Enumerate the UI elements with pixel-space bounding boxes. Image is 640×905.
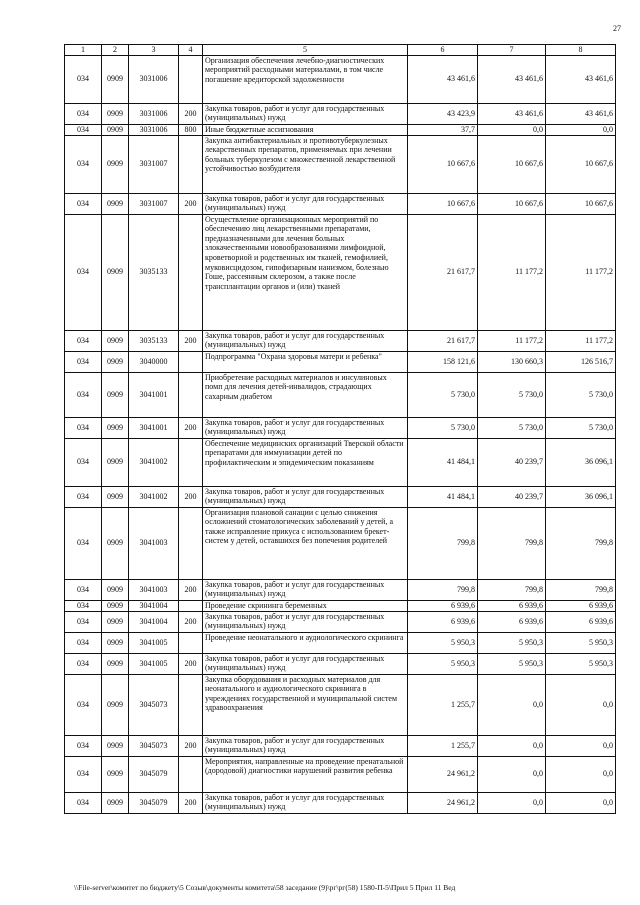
cell-description: Закупка товаров, работ и услуг для государственных (муниципальных) нужд [203,653,408,674]
cell-section-code: 0909 [102,214,129,330]
cell-target-code: 3041004 [129,600,179,611]
cell-expense-type: 200 [179,486,203,507]
cell-section-code: 0909 [102,756,129,792]
cell-target-code: 3041002 [129,438,179,486]
cell-section-code: 0909 [102,372,129,417]
cell-target-code: 3031007 [129,193,179,214]
cell-description: Закупка товаров, работ и услуг для государственных (муниципальных) нужд [203,579,408,600]
cell-amount-col6: 5 730,0 [408,372,478,417]
cell-ministry-code: 034 [65,103,102,124]
cell-ministry-code: 034 [65,486,102,507]
cell-ministry-code: 034 [65,214,102,330]
cell-ministry-code: 034 [65,55,102,103]
cell-description: Закупка товаров, работ и услуг для государственных (муниципальных) нужд [203,193,408,214]
cell-amount-col7: 799,8 [478,579,546,600]
cell-expense-type: 200 [179,653,203,674]
table-row [65,193,616,214]
cell-amount-col6: 24 961,2 [408,792,478,813]
cell-expense-type: 200 [179,611,203,632]
table-row [65,579,616,600]
cell-section-code: 0909 [102,438,129,486]
cell-target-code: 3041003 [129,579,179,600]
column-header-2: 2 [102,45,129,56]
cell-description: Закупка товаров, работ и услуг для государственных (муниципальных) нужд [203,103,408,124]
cell-amount-col8: 6 939,6 [546,611,616,632]
cell-amount-col7: 799,8 [478,507,546,579]
cell-expense-type [179,600,203,611]
cell-amount-col6: 6 939,6 [408,611,478,632]
table-row [65,486,616,507]
cell-ministry-code: 034 [65,351,102,372]
cell-description: Подпрограмма "Охрана здоровья матери и ребенка" [203,351,408,372]
cell-section-code: 0909 [102,55,129,103]
cell-target-code: 3041005 [129,653,179,674]
budget-table [64,44,616,814]
cell-description: Приобретение расходных материалов и инсулиновых помп для лечения детей-инвалидов, страдающих сахарным диабетом [203,372,408,417]
cell-section-code: 0909 [102,351,129,372]
cell-amount-col7: 10 667,6 [478,135,546,193]
cell-ministry-code: 034 [65,632,102,653]
cell-amount-col8: 799,8 [546,507,616,579]
cell-amount-col8: 5 950,3 [546,653,616,674]
page-number: 27 [613,24,621,33]
column-header-6: 6 [408,45,478,56]
table-row [65,611,616,632]
cell-expense-type: 200 [179,330,203,351]
cell-expense-type [179,438,203,486]
table-row [65,600,616,611]
cell-target-code: 3035133 [129,330,179,351]
cell-ministry-code: 034 [65,507,102,579]
cell-amount-col8: 11 177,2 [546,330,616,351]
cell-section-code: 0909 [102,330,129,351]
cell-section-code: 0909 [102,103,129,124]
table-row [65,351,616,372]
cell-description: Организация обеспечения лечебно-диагностических мероприятий расходными материалами, в том числе погашение кредиторской задолженности [203,55,408,103]
cell-amount-col6: 6 939,6 [408,600,478,611]
cell-amount-col7: 6 939,6 [478,600,546,611]
cell-section-code: 0909 [102,507,129,579]
cell-section-code: 0909 [102,600,129,611]
table-row [65,417,616,438]
cell-target-code: 3045079 [129,756,179,792]
cell-expense-type [179,507,203,579]
table-row [65,438,616,486]
cell-amount-col8: 5 950,3 [546,632,616,653]
cell-section-code: 0909 [102,632,129,653]
cell-target-code: 3041001 [129,372,179,417]
cell-expense-type: 200 [179,417,203,438]
cell-description: Иные бюджетные ассигнования [203,124,408,135]
cell-description: Проведение скрининга беременных [203,600,408,611]
table-row [65,372,616,417]
cell-amount-col8: 0,0 [546,124,616,135]
cell-target-code: 3041003 [129,507,179,579]
cell-amount-col8: 0,0 [546,674,616,735]
cell-ministry-code: 034 [65,330,102,351]
cell-amount-col7: 40 239,7 [478,438,546,486]
cell-amount-col8: 5 730,0 [546,372,616,417]
cell-expense-type [179,55,203,103]
cell-section-code: 0909 [102,417,129,438]
cell-section-code: 0909 [102,792,129,813]
cell-amount-col7: 5 950,3 [478,653,546,674]
table-row [65,735,616,756]
table-row [65,103,616,124]
cell-amount-col6: 1 255,7 [408,674,478,735]
cell-expense-type: 200 [179,193,203,214]
cell-target-code: 3031007 [129,135,179,193]
table-row [65,653,616,674]
cell-amount-col6: 41 484,1 [408,486,478,507]
column-header-1: 1 [65,45,102,56]
cell-amount-col6: 1 255,7 [408,735,478,756]
cell-amount-col6: 5 950,3 [408,632,478,653]
cell-amount-col7: 43 461,6 [478,103,546,124]
cell-amount-col6: 5 730,0 [408,417,478,438]
cell-amount-col6: 37,7 [408,124,478,135]
cell-amount-col7: 11 177,2 [478,330,546,351]
cell-amount-col7: 0,0 [478,792,546,813]
table-row [65,756,616,792]
cell-amount-col7: 0,0 [478,124,546,135]
cell-amount-col8: 0,0 [546,735,616,756]
cell-section-code: 0909 [102,653,129,674]
cell-ministry-code: 034 [65,135,102,193]
cell-description: Организация плановой санации с целью снижения осложнений стоматологических заболеваний у детей, а также исправление прикуса с использованием брекет-систем у детей, оставшихся без попечения родителей [203,507,408,579]
cell-description: Закупка товаров, работ и услуг для государственных (муниципальных) нужд [203,417,408,438]
cell-amount-col8: 126 516,7 [546,351,616,372]
cell-amount-col8: 10 667,6 [546,193,616,214]
cell-amount-col8: 43 461,6 [546,103,616,124]
table-row [65,632,616,653]
cell-amount-col6: 799,8 [408,579,478,600]
cell-target-code: 3031006 [129,124,179,135]
cell-amount-col8: 799,8 [546,579,616,600]
cell-section-code: 0909 [102,124,129,135]
cell-amount-col6: 21 617,7 [408,214,478,330]
cell-amount-col7: 5 950,3 [478,632,546,653]
cell-description: Закупка антибактериальных и противотуберкулезных лекарственных препаратов, применяемых при лечении больных туберкулезом с множественной лекарственной устойчивостью возбудителя [203,135,408,193]
cell-description: Проведение неонатального и аудиологического скрининга [203,632,408,653]
cell-amount-col6: 158 121,6 [408,351,478,372]
column-header-5: 5 [203,45,408,56]
cell-ministry-code: 034 [65,600,102,611]
cell-amount-col7: 11 177,2 [478,214,546,330]
cell-amount-col7: 130 660,3 [478,351,546,372]
column-header-7: 7 [478,45,546,56]
cell-target-code: 3045079 [129,792,179,813]
cell-amount-col7: 0,0 [478,674,546,735]
cell-expense-type: 200 [179,579,203,600]
cell-expense-type [179,214,203,330]
cell-target-code: 3041002 [129,486,179,507]
cell-amount-col6: 5 950,3 [408,653,478,674]
cell-amount-col6: 21 617,7 [408,330,478,351]
cell-ministry-code: 034 [65,653,102,674]
cell-ministry-code: 034 [65,124,102,135]
cell-section-code: 0909 [102,674,129,735]
cell-expense-type: 200 [179,792,203,813]
cell-amount-col7: 43 461,6 [478,55,546,103]
cell-ministry-code: 034 [65,792,102,813]
cell-description: Закупка товаров, работ и услуг для государственных (муниципальных) нужд [203,792,408,813]
cell-description: Осуществление организационных мероприятий по обеспечению лиц лекарственными препаратами, предназначенными для лечения больных злокачественными новообразованиями лимфоидной, кроветворной и родственных им тканей, гемофилией, муковисцидозом, гипофизарным нанизмом, болезнью Гоше, рассеянным склерозом, а также после трансплантации органов и (или) тканей [203,214,408,330]
cell-target-code: 3041001 [129,417,179,438]
table-row [65,674,616,735]
cell-amount-col8: 0,0 [546,792,616,813]
table-header-row [65,45,616,56]
cell-expense-type [179,632,203,653]
cell-amount-col7: 10 667,6 [478,193,546,214]
cell-description: Закупка товаров, работ и услуг для государственных (муниципальных) нужд [203,330,408,351]
cell-amount-col6: 10 667,6 [408,135,478,193]
cell-ministry-code: 034 [65,735,102,756]
cell-amount-col8: 6 939,6 [546,600,616,611]
cell-amount-col8: 0,0 [546,756,616,792]
cell-amount-col8: 11 177,2 [546,214,616,330]
cell-target-code: 3045073 [129,735,179,756]
cell-ministry-code: 034 [65,611,102,632]
cell-expense-type [179,674,203,735]
cell-ministry-code: 034 [65,674,102,735]
cell-ministry-code: 034 [65,372,102,417]
cell-amount-col8: 43 461,6 [546,55,616,103]
cell-amount-col6: 24 961,2 [408,756,478,792]
cell-target-code: 3045073 [129,674,179,735]
cell-section-code: 0909 [102,486,129,507]
cell-amount-col6: 10 667,6 [408,193,478,214]
cell-ministry-code: 034 [65,756,102,792]
cell-section-code: 0909 [102,735,129,756]
cell-amount-col7: 6 939,6 [478,611,546,632]
table-row [65,124,616,135]
cell-expense-type [179,756,203,792]
cell-amount-col6: 43 423,9 [408,103,478,124]
column-header-4: 4 [179,45,203,56]
cell-amount-col7: 5 730,0 [478,372,546,417]
cell-section-code: 0909 [102,579,129,600]
cell-description: Закупка товаров, работ и услуг для государственных (муниципальных) нужд [203,611,408,632]
cell-expense-type: 200 [179,735,203,756]
cell-amount-col8: 36 096,1 [546,438,616,486]
table-row [65,507,616,579]
cell-amount-col7: 0,0 [478,756,546,792]
cell-amount-col7: 0,0 [478,735,546,756]
column-header-3: 3 [129,45,179,56]
cell-target-code: 3031006 [129,55,179,103]
table-row [65,330,616,351]
cell-amount-col8: 10 667,6 [546,135,616,193]
cell-section-code: 0909 [102,611,129,632]
cell-description: Закупка оборудования и расходных материалов для неонатального и аудиологического скрининга в учреждениях государственной и муниципальной систем здравоохранения [203,674,408,735]
cell-description: Обеспечение медицинских организаций Тверской области препаратами для иммунизации детей по профилактическим и эпидемическим показаниям [203,438,408,486]
cell-expense-type [179,372,203,417]
cell-target-code: 3035133 [129,214,179,330]
cell-section-code: 0909 [102,135,129,193]
cell-target-code: 3041004 [129,611,179,632]
cell-amount-col6: 43 461,6 [408,55,478,103]
cell-ministry-code: 034 [65,417,102,438]
cell-ministry-code: 034 [65,579,102,600]
cell-description: Закупка товаров, работ и услуг для государственных (муниципальных) нужд [203,486,408,507]
cell-expense-type: 200 [179,103,203,124]
cell-target-code: 3031006 [129,103,179,124]
cell-amount-col8: 36 096,1 [546,486,616,507]
cell-amount-col8: 5 730,0 [546,417,616,438]
cell-section-code: 0909 [102,193,129,214]
table-row [65,214,616,330]
cell-description: Закупка товаров, работ и услуг для государственных (муниципальных) нужд [203,735,408,756]
footer-file-path: \\File-server\комитет по бюджету\5 Созыв\документы комитета\58 заседание (9)\рг\рг(58) 1580-П-5\Прил 5 Прил 11 Вед [74,883,456,892]
table-row [65,792,616,813]
cell-description: Мероприятия, направленные на проведение пренатальной (дородовой) диагностики нарушений развития ребенка [203,756,408,792]
cell-amount-col6: 799,8 [408,507,478,579]
table-row [65,135,616,193]
column-header-8: 8 [546,45,616,56]
cell-amount-col7: 40 239,7 [478,486,546,507]
cell-ministry-code: 034 [65,193,102,214]
table-row [65,55,616,103]
cell-target-code: 3041005 [129,632,179,653]
cell-amount-col6: 41 484,1 [408,438,478,486]
cell-expense-type [179,135,203,193]
cell-ministry-code: 034 [65,438,102,486]
cell-target-code: 3040000 [129,351,179,372]
cell-amount-col7: 5 730,0 [478,417,546,438]
cell-expense-type [179,351,203,372]
cell-expense-type: 800 [179,124,203,135]
